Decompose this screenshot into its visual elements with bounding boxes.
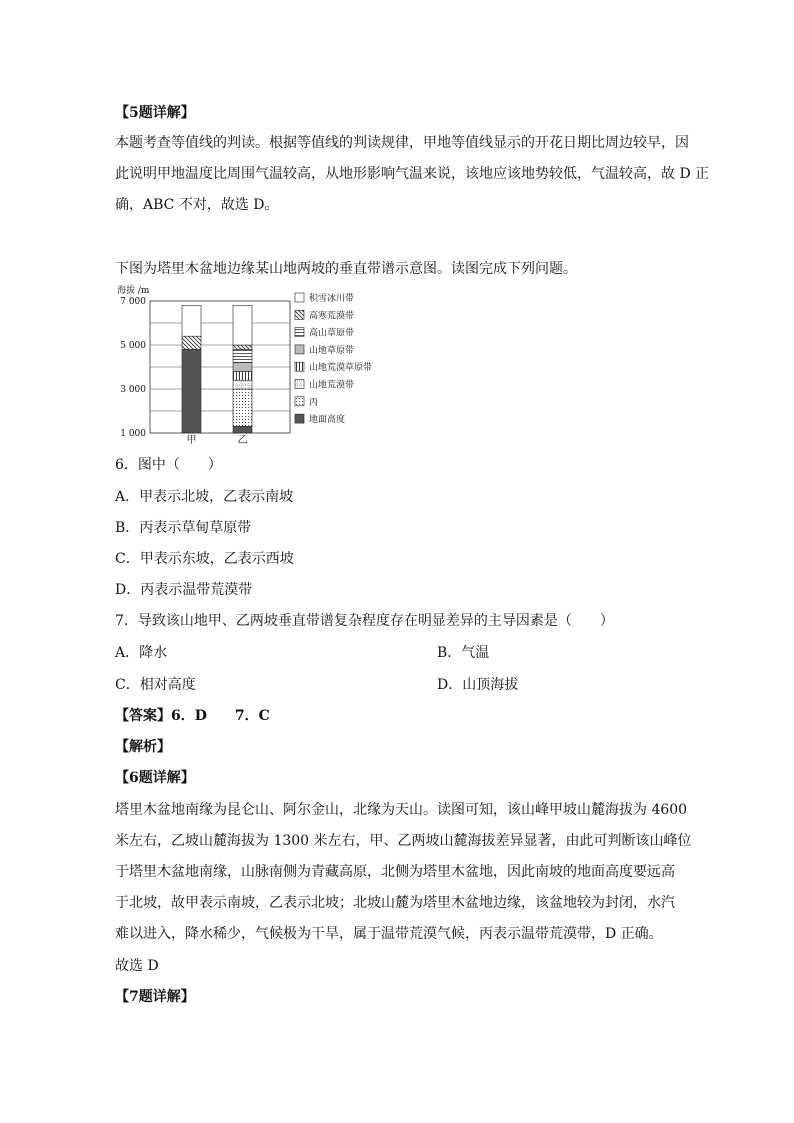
q6-option-c: C．甲表示东坡，乙表示西坡 [115, 551, 294, 567]
section5-line-1: 本题考查等值线的判读。根据等值线的判读规律，甲地等值线显示的开花日期比周边较早，因 [115, 135, 689, 151]
section7-heading: 【7题详解】 [115, 989, 195, 1005]
legend-swatch [295, 380, 304, 389]
section6-conclusion: 故选 D [115, 958, 159, 974]
section6-heading: 【6题详解】 [115, 770, 195, 786]
q6-option-a: A．甲表示北坡，乙表示南坡 [115, 489, 294, 505]
y-tick-label: 3 000 [120, 385, 146, 395]
bar-segment [233, 349, 252, 362]
q7-option-b: B．气温 [437, 645, 490, 661]
legend-label: 积雪冰川带 [309, 294, 355, 304]
section5-heading: 【5题详解】 [115, 105, 195, 121]
legend-swatch [295, 328, 304, 337]
legend-swatch [295, 362, 304, 371]
bar-segment [182, 305, 201, 336]
y-tick-label: 1 000 [120, 429, 146, 439]
section6-line-3: 于塔里木盆地南缘，山脉南侧为青藏高原，北侧为塔里木盆地，因此南坡的地面高度要远高 [115, 864, 675, 880]
legend-label: 丙 [309, 397, 319, 408]
legend-swatch [295, 414, 304, 423]
vertical-zonation-chart [115, 283, 405, 448]
legend-swatch [295, 293, 304, 302]
legend-label: 山地荒漠带 [309, 380, 355, 391]
bar-segment [233, 345, 252, 349]
q7-option-a: A．降水 [115, 645, 168, 661]
q6-option-d: D．丙表示温带荒漠带 [115, 582, 253, 598]
legend-label: 高寒荒漠带 [309, 311, 355, 322]
legend-label: 地面高度 [309, 415, 346, 426]
bar-segment [182, 336, 201, 349]
legend-swatch [295, 397, 304, 406]
q7-option-d: D．山顶海拔 [437, 677, 519, 693]
bar-segment [233, 380, 252, 389]
section6-line-5: 难以进入，降水稀少，气候极为干旱，属于温带荒漠气候，丙表示温带荒漠带，D 正确。 [115, 926, 663, 942]
bar-segment [233, 371, 252, 380]
category-label: 乙 [237, 435, 248, 446]
y-tick-label: 7 000 [120, 297, 146, 307]
q7-option-c: C．相对高度 [115, 677, 196, 693]
y-tick-label: 5 000 [120, 341, 146, 351]
legend-label: 山地草原带 [309, 345, 355, 356]
section6-line-1: 塔里木盆地南缘为昆仑山、阿尔金山，北缘为天山。读图可知，该山峰甲坡山麓海拔为 4600 [115, 802, 688, 818]
legend-label: 山地荒漠草原带 [309, 363, 373, 374]
bar-segment [182, 349, 201, 433]
legend-swatch [295, 310, 304, 319]
bar-segment [233, 426, 252, 433]
section6-line-4: 于北坡，故甲表示南坡，乙表示北坡；北坡山麓为塔里木盆地边缘，该盆地较为封闭，水汽 [115, 895, 675, 911]
intro-text: 下图为塔里木盆地边缘某山地两坡的垂直带谱示意图。读图完成下列问题。 [115, 261, 577, 277]
bar-segment [233, 363, 252, 372]
section6-line-2: 米左右，乙坡山麓海拔为 1300 米左右，甲、乙两坡山麓海拔差异显著，由此可判断该山峰位 [115, 833, 692, 849]
q6-option-b: B．丙表示草甸草原带 [115, 520, 252, 536]
legend-swatch [295, 345, 304, 354]
answer-line: 【答案】6．D 7．C [115, 708, 270, 724]
bar-segment [233, 305, 252, 345]
section5-line-2: 此说明甲地温度比周围气温较高，从地形影响气温来说，该地应该地势较低，气温较高，故 D 正 [115, 166, 710, 182]
q7-stem: 7．导致该山地甲、乙两坡垂直带谱复杂程度存在明显差异的主导因素是（ ） [115, 613, 614, 629]
bar-segment [233, 389, 252, 426]
y-axis-label: 海拔 /m [117, 286, 150, 296]
legend-label: 高山草原带 [309, 328, 355, 339]
category-label: 甲 [186, 435, 197, 446]
section5-line-3: 确，ABC 不对，故选 D。 [115, 197, 279, 213]
q6-stem: 6．图中（ ） [115, 457, 222, 473]
analysis-heading: 【解析】 [115, 739, 171, 755]
